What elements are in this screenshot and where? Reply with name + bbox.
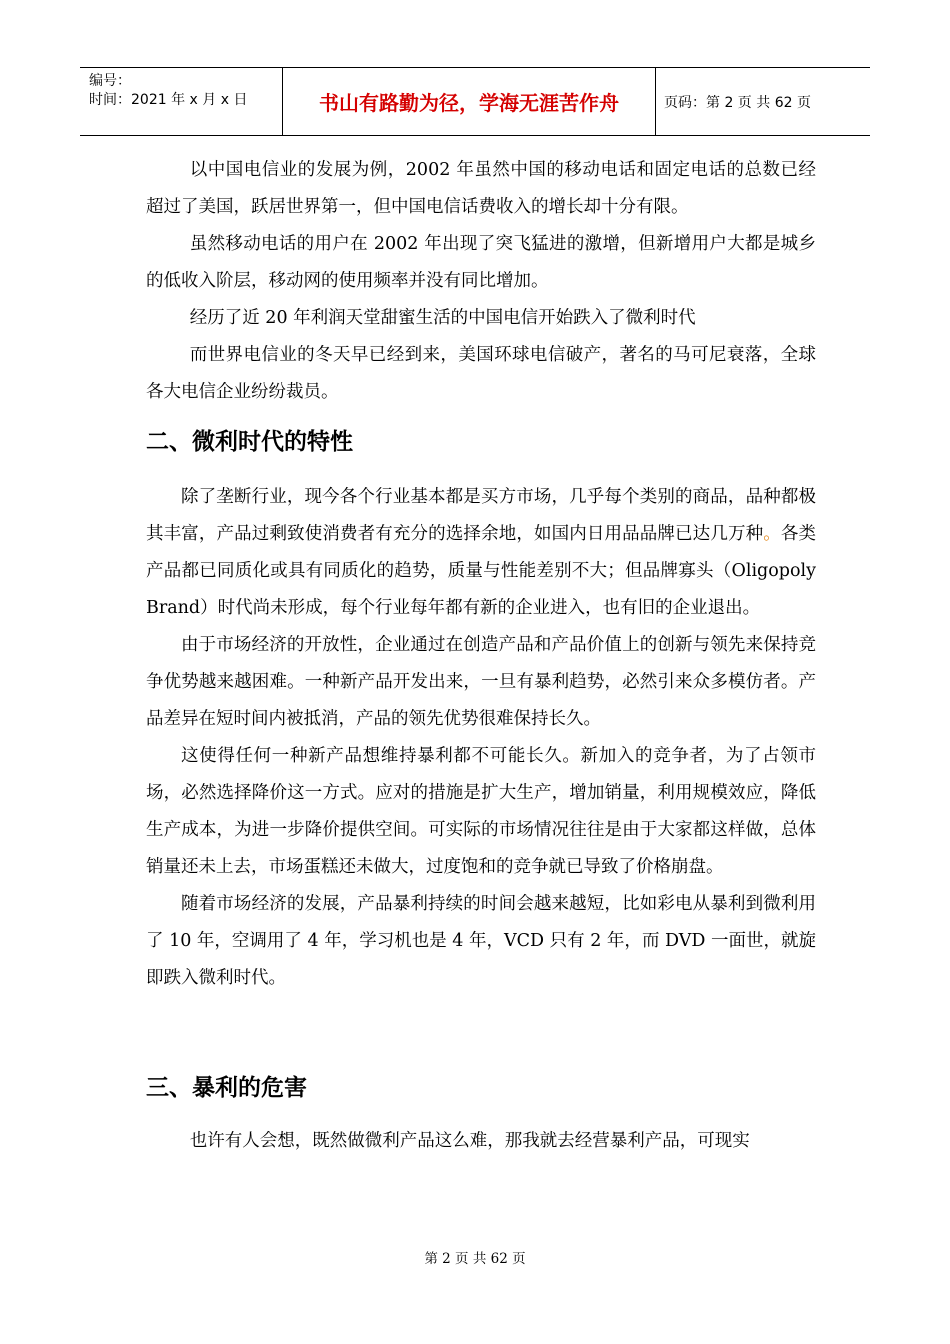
paragraph: 随着市场经济的发展，产品暴利持续的时间会越来越短，比如彩电从暴利到微利用了 10 年，空调用了 4 年，学习机也是 4 年，VCD 只有 2 年，而 DVD 一面世，就旋即跌入微利时代。 — [146, 894, 816, 988]
header-meta — [80, 68, 282, 135]
paragraph: 由于市场经济的开放性，企业通过在创造产品和产品价值上的创新与领先来保持竞争优势越来越困难。一种新产品开发出来，一旦有暴利趋势，必然引来众多模仿者。产品差异在短时间内被抵消，产品的领先优势很难保持长久。 — [146, 635, 816, 729]
header-motto: 书山有路勤为径，学海无涯苦作舟 — [282, 68, 656, 135]
paragraph: 也许有人会想，既然做微利产品这么难，那我就去经营暴利产品，可现实 — [189, 1131, 750, 1151]
section-heading: 二、微利时代的特性 — [146, 429, 353, 455]
document-body — [146, 152, 816, 1160]
paragraph-text: 除了垄断行业，现今各个行业基本都是买方市场，几乎每个类别的商品，品种都极其丰富，产品过剩致使消费者有充分的选择余地，如国内日用品品牌已达几万种 — [146, 487, 816, 544]
paragraph: 以中国电信业的发展为例，2002 年虽然中国的移动电话和固定电话的总数已经超过了美国，跃居世界第一，但中国电信话费收入的增长却十分有限。 — [146, 160, 816, 217]
paragraph: 虽然移动电话的用户在 2002 年出现了突飞猛进的激增，但新增用户大都是城乡的低收入阶层，移动网的使用频率并没有同比增加。 — [146, 234, 816, 291]
paragraph-text: 各类产品都已同质化或具有同质化的趋势，质量与性能差别不大；但品牌寡头（Oligopoly Brand）时代尚未形成，每个行业每年都有新的企业进入，也有旧的企业退出。 — [146, 524, 817, 618]
page-footer: 第 2 页 共 62 页 — [424, 1251, 526, 1267]
section-heading: 三、暴利的危害 — [146, 1075, 307, 1101]
document-date-label: 时间：2021 年 x 月 x 日 — [89, 92, 248, 108]
page-header — [80, 67, 870, 136]
highlighted-punctuation: 。 — [763, 524, 781, 544]
paragraph: 经历了近 20 年利润天堂甜蜜生活的中国电信开始跌入了微利时代 — [189, 308, 696, 328]
document-number-label: 编号： — [89, 73, 131, 89]
paragraph — [146, 479, 816, 627]
paragraph: 而世界电信业的冬天早已经到来，美国环球电信破产，著名的马可尼衰落，全球各大电信企业纷纷裁员。 — [146, 345, 816, 402]
paragraph: 这使得任何一种新产品想维持暴利都不可能长久。新加入的竞争者，为了占领市场，必然选择降价这一方式。应对的措施是扩大生产，增加销量，利用规模效应，降低生产成本，为进一步降价提供空间。可实际的市场情况往往是由于大家都这样做，总体销量还未上去，市场蛋糕还未做大，过度饱和的竞争就已导致了价格崩盘。 — [146, 746, 816, 877]
header-page-number: 页码：第 2 页 共 62 页 — [664, 94, 811, 111]
